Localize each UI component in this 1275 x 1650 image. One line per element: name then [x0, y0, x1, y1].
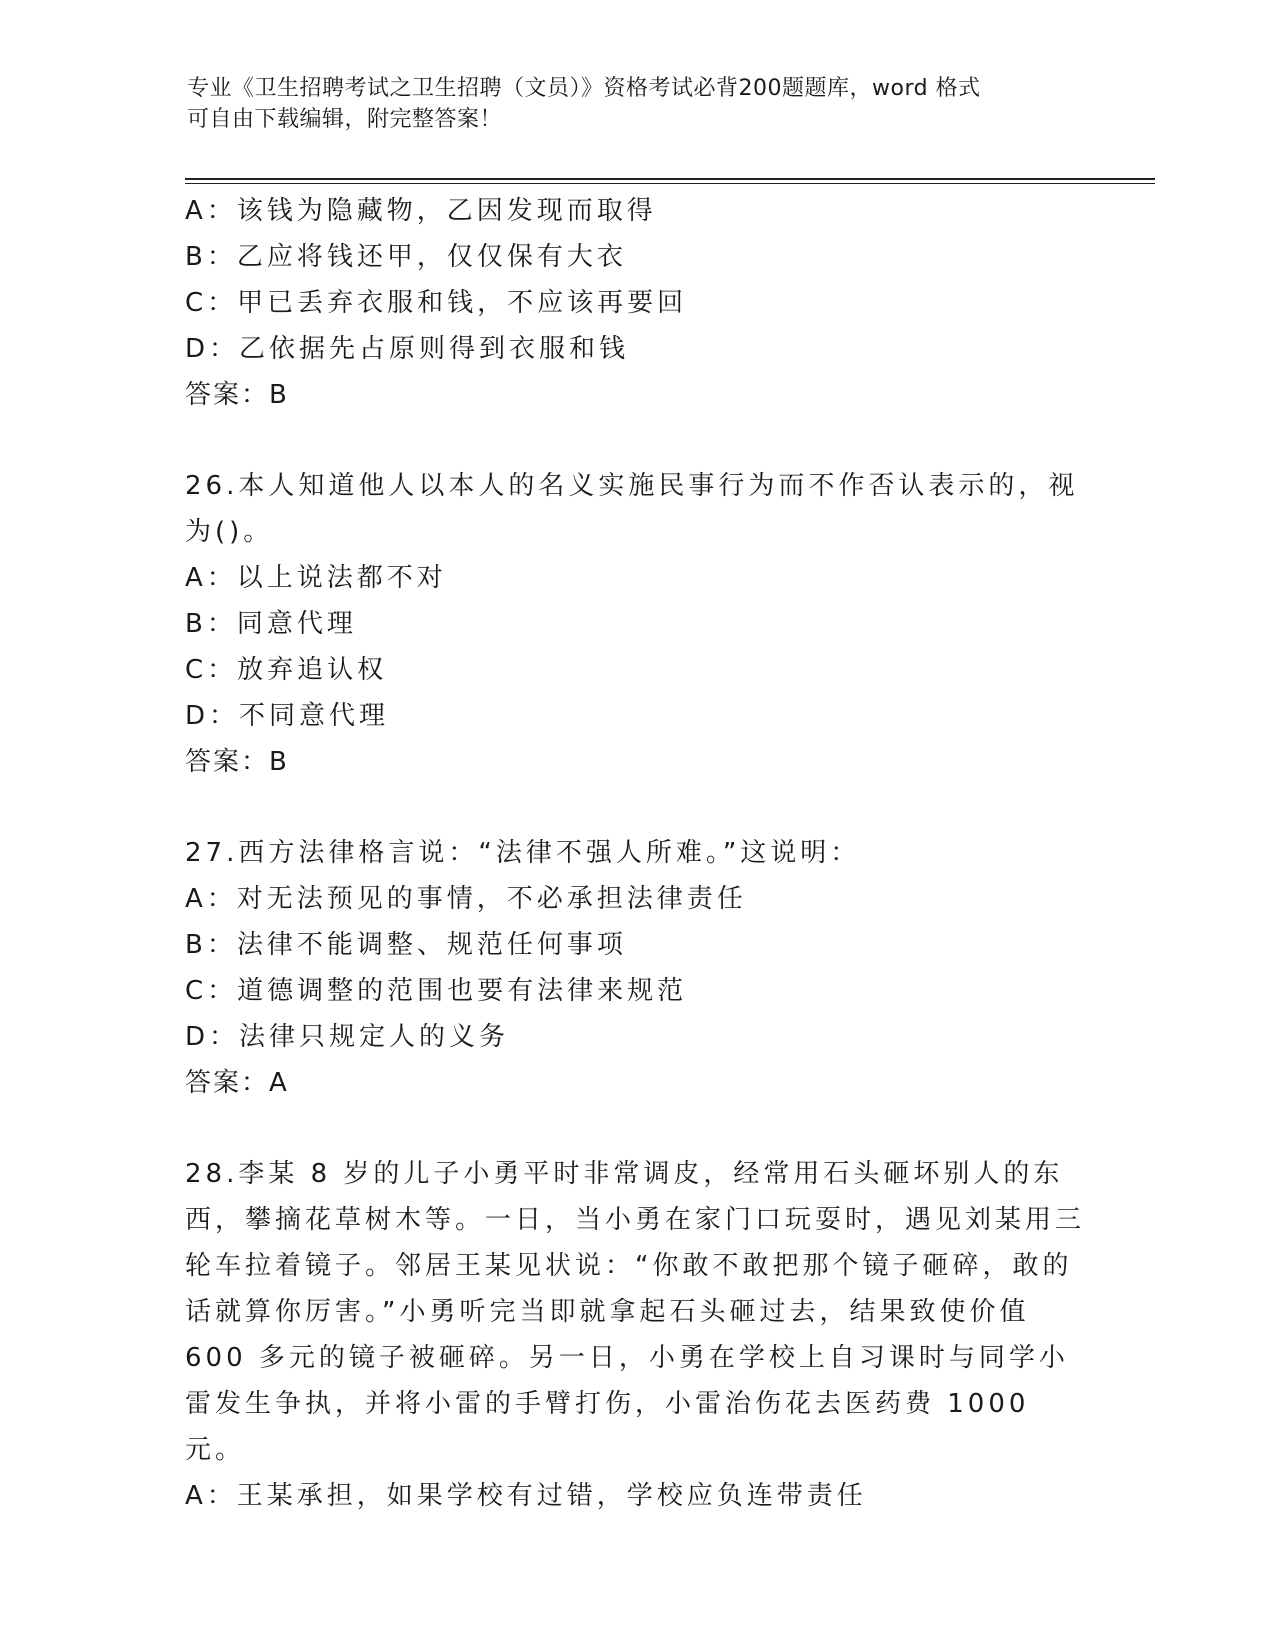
q27-option-c: C：道德调整的范围也要有法律来规范	[185, 976, 688, 1006]
document-body	[185, 188, 1085, 1519]
q26-option-d: D：不同意代理	[185, 701, 390, 731]
q26-option-c: C：放弃追认权	[185, 655, 388, 685]
q26-question: 26.本人知道他人以本人的名义实施民事行为而不作否认表示的，视为()。	[185, 471, 1079, 547]
q28-question: 28.李某 8 岁的儿子小勇平时非常调皮，经常用石头砸坏别人的东西，攀摘花草树木等。一日，当小勇在家门口玩耍时，遇见刘某用三轮车拉着镜子。邻居王某见状说：“你敢不敢把那个镜子砸碎，敢的话就算你厉害。”小勇听完当即就拿起石头砸过去，结果致使价值 600 多元的镜子被砸碎。另一日，小勇在学校上自习课时与同学小雷发生争执，并将小雷的手臂打伤，小雷治伤花去医药费 1000 元。	[185, 1159, 1086, 1465]
document-header	[187, 73, 1087, 135]
q27-option-b: B：法律不能调整、规范任何事项	[185, 930, 627, 960]
question-27-block	[185, 830, 1085, 1106]
spacer	[185, 418, 1085, 463]
q26-option-b: B：同意代理	[185, 609, 357, 639]
header-rule-thin	[185, 183, 1155, 184]
q25-answer: 答案：B	[185, 380, 289, 410]
q25-option-a: A：该钱为隐藏物，乙因发现而取得	[185, 196, 657, 226]
q27-option-d: D：法律只规定人的义务	[185, 1022, 510, 1052]
header-line-1: 专业《卫生招聘考试之卫生招聘（文员）》资格考试必背200题题库，word 格式	[187, 76, 981, 101]
q28-option-a: A：王某承担，如果学校有过错，学校应负连带责任	[185, 1481, 867, 1511]
q27-answer: 答案：A	[185, 1068, 289, 1098]
header-line-2: 可自由下载编辑，附完整答案！	[187, 107, 503, 132]
q27-option-a: A：对无法预见的事情，不必承担法律责任	[185, 884, 747, 914]
spacer	[185, 1106, 1085, 1151]
q26-option-a: A：以上说法都不对	[185, 563, 447, 593]
q26-answer: 答案：B	[185, 747, 289, 777]
header-rule-thick	[185, 178, 1155, 180]
q25-option-d: D：乙依据先占原则得到衣服和钱	[185, 334, 630, 364]
q27-question: 27.西方法律格言说：“法律不强人所难。”这说明：	[185, 838, 861, 868]
question-25-block	[185, 188, 1085, 418]
q25-option-c: C：甲已丢弃衣服和钱，不应该再要回	[185, 288, 688, 318]
question-28-block	[185, 1151, 1085, 1519]
spacer	[185, 785, 1085, 830]
question-26-block	[185, 463, 1085, 785]
q25-option-b: B：乙应将钱还甲，仅仅保有大衣	[185, 242, 627, 272]
